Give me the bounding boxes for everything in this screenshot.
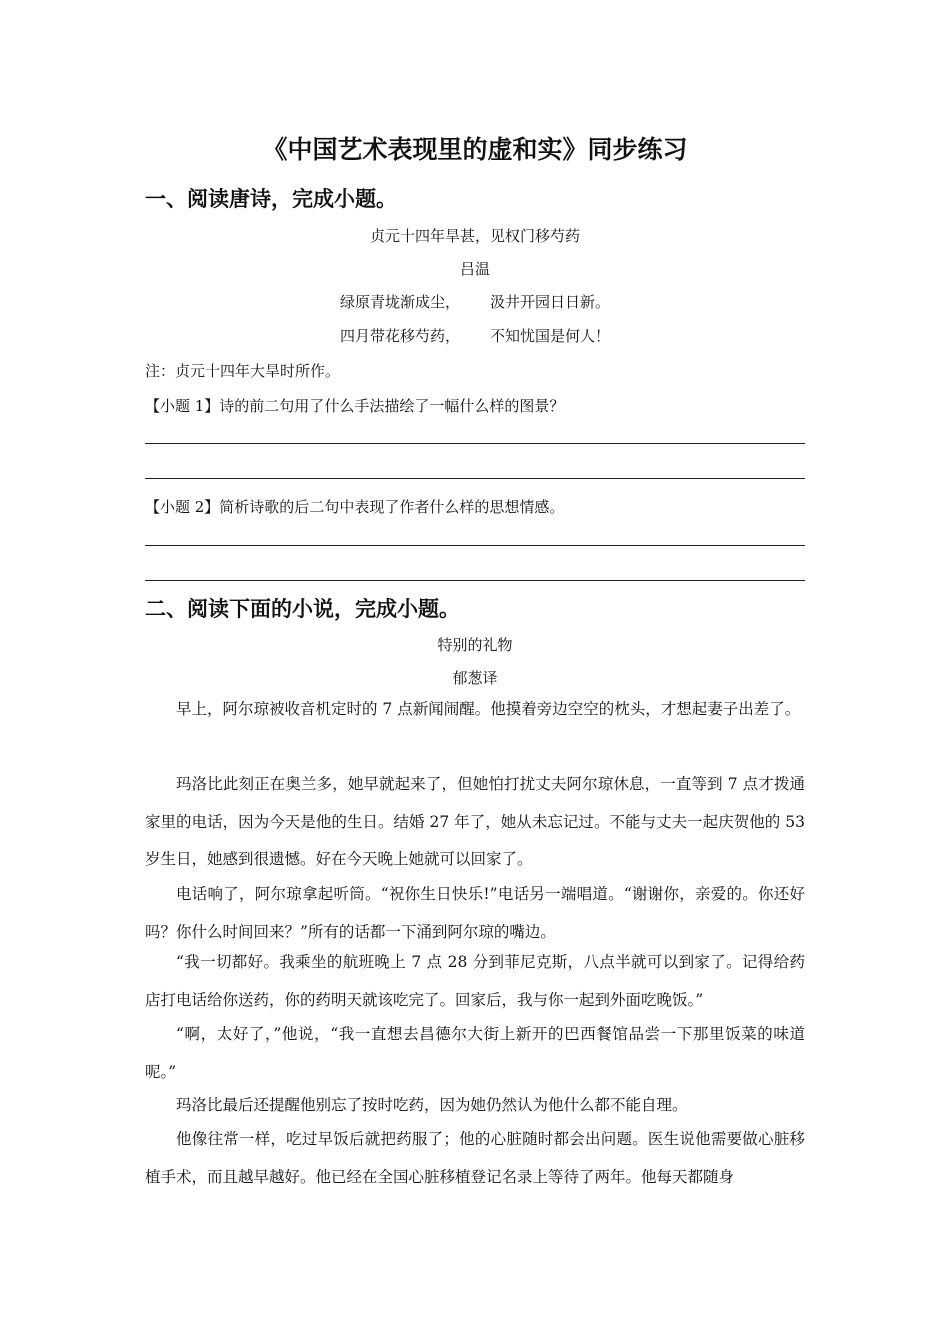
story-paragraph: 玛洛比最后还提醒他别忘了按时吃药，因为她仍然认为他什么都不能自理。: [176, 1096, 688, 1114]
story-title: 特别的礼物: [437, 636, 513, 654]
poem-note: 注：贞元十四年大旱时所作。: [145, 362, 341, 380]
document-title: 《中国艺术表现里的虚和实》同步练习: [262, 135, 688, 164]
question-2: 【小题 2】简析诗歌的后二句中表现了作者什么样的思想情感。: [145, 498, 565, 516]
answer-line: [145, 545, 805, 546]
poem-line-2: [0, 324, 950, 348]
section-heading-2: 二、阅读下面的小说，完成小题。: [145, 596, 460, 621]
poem-line-1-second-half: 汲井开园日日新。: [490, 293, 611, 311]
answer-line: [145, 443, 805, 444]
poem-author: 吕温: [459, 260, 490, 278]
poem-line-2-first-half: 四月带花移芍药，: [339, 327, 460, 345]
poem-line-2-second-half: 不知忧国是何人！: [490, 327, 611, 345]
answer-line: [145, 580, 805, 581]
story-paragraph: “啊，太好了，”他说，“我一直想去昌德尔大街上新开的巴西餐馆品尝一下那里饭菜的味道呢。”: [145, 1025, 805, 1081]
story-paragraph: “我一切都好。我乘坐的航班晚上 7 点 28 分到菲尼克斯，八点半就可以到家了。记得给药店打电话给你送药，你的药明天就该吃完了。回家后，我与你一起到外面吃晚饭。”: [145, 953, 805, 1009]
poem-title: 贞元十四年旱甚，见权门移芍药: [369, 227, 580, 245]
story-paragraph: 玛洛比此刻正在奥兰多，她早就起来了，但她怕打扰丈夫阿尔琼休息，一直等到 7 点才拨通家里的电话，因为今天是他的生日。结婚 27 年了，她从未忘记过。不能与丈夫一起庆贺他的 53 岁生日，她感到很遗憾。好在今天晚上她就可以回家了。: [145, 775, 805, 868]
story-translator: 郁葱译: [452, 669, 498, 687]
question-1: 【小题 1】诗的前二句用了什么手法描绘了一幅什么样的图景？: [145, 397, 565, 415]
poem-line-1-first-half: 绿原青垅渐成尘，: [339, 293, 460, 311]
story-paragraph: 他像往常一样，吃过早饭后就把药服了；他的心脏随时都会出问题。医生说他需要做心脏移植手术，而且越早越好。他已经在全国心脏移植登记名录上等待了两年。他每天都随身: [145, 1130, 805, 1186]
answer-line: [145, 478, 805, 479]
poem-line-1: [0, 290, 950, 314]
story-paragraph: 电话响了，阿尔琼拿起听筒。“祝你生日快乐!”电话另一端唱道。“谢谢你，亲爱的。你还好吗？你什么时间回来？”所有的话都一下涌到阿尔琼的嘴边。: [145, 885, 805, 941]
story-paragraph: 早上，阿尔琼被收音机定时的 7 点新闻闹醒。他摸着旁边空空的枕头，才想起妻子出差了。: [176, 700, 801, 718]
section-heading-1: 一、阅读唐诗，完成小题。: [145, 186, 397, 211]
